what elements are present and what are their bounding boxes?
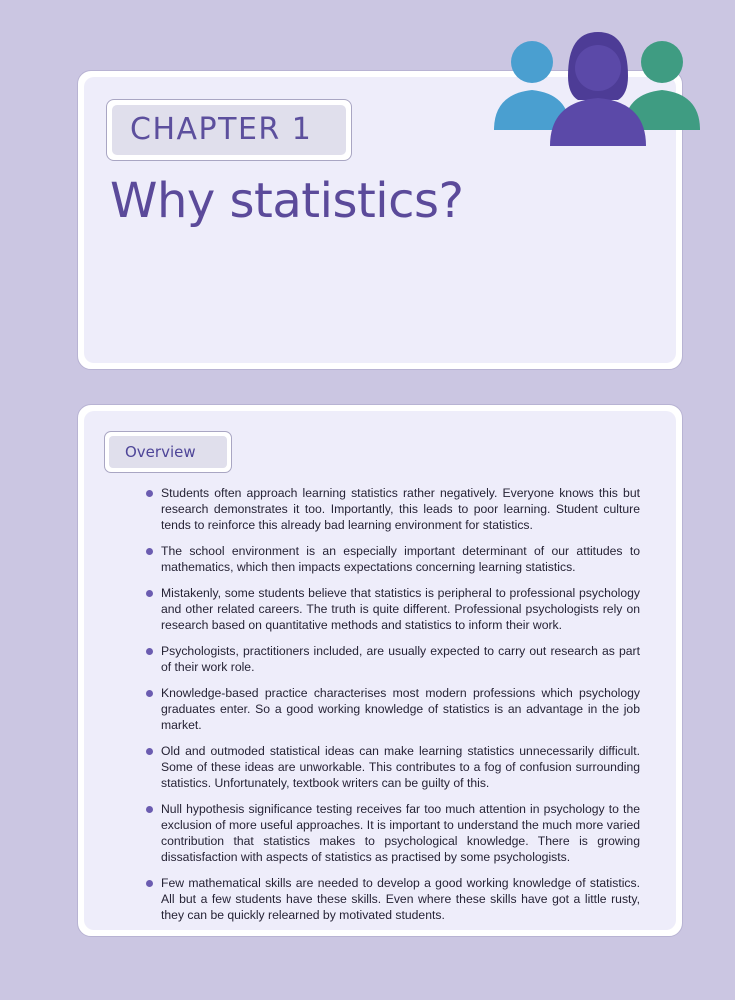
list-item-text: Few mathematical skills are needed to develop a good working knowledge of statistics. All but a few students have these skills. Even where these skills have got a little rusty, they can be quickly relearned by motivated students. [161, 876, 640, 922]
overview-label: Overview [109, 436, 227, 468]
bullet-icon [146, 690, 153, 697]
bullet-icon [146, 548, 153, 555]
list-item-text: Students often approach learning statistics rather negatively. Everyone knows this but research demonstrates it too. Importantly, this leads to poor learning. Student culture tends to reinforce this already bad learning environment for statistics. [161, 486, 640, 532]
list-item-text: Old and outmoded statistical ideas can make learning statistics unnecessarily difficult. Some of these ideas are unworkable. This contributes to a fog of confusion surrounding statistics. Unfortunately, textbook writers can be guilty of this. [161, 744, 640, 790]
list-item [146, 801, 640, 865]
list-item [146, 743, 640, 791]
list-item [146, 643, 640, 675]
chapter-title: Why statistics? [110, 173, 464, 229]
chapter-label: CHAPTER 1 [112, 105, 346, 155]
list-item [146, 875, 640, 923]
list-item-text: Mistakenly, some students believe that statistics is peripheral to professional psychology and other related careers. The truth is quite different. Professional psychologists rely on research based on quantitative methods and statistics to inform their work. [161, 586, 640, 632]
bullet-icon [146, 806, 153, 813]
overview-inner [84, 411, 676, 930]
overview-panel [77, 404, 683, 937]
chapter-label-box [106, 99, 352, 161]
bullet-icon [146, 648, 153, 655]
overview-list [146, 485, 640, 933]
people-group-icon [490, 30, 705, 150]
list-item-text: Knowledge-based practice characterises most modern professions which psychology graduates enter. So a good working knowledge of statistics is an advantage in the job market. [161, 686, 640, 732]
list-item [146, 585, 640, 633]
bullet-icon [146, 748, 153, 755]
list-item [146, 685, 640, 733]
list-item-text: Psychologists, practitioners included, are usually expected to carry out research as part of their work role. [161, 644, 640, 674]
bullet-icon [146, 590, 153, 597]
bullet-icon [146, 880, 153, 887]
list-item [146, 485, 640, 533]
list-item-text: Null hypothesis significance testing receives far too much attention in psychology to the exclusion of more useful approaches. It is important to understand the much more varied contribution that statistics makes to psychological knowledge. There is growing dissatisfaction with aspects of statistics as practised by some psychologists. [161, 802, 640, 864]
list-item-text: The school environment is an especially important determinant of our attitudes to mathematics, which then impacts expectations concerning learning statistics. [161, 544, 640, 574]
person-center-icon [550, 32, 646, 146]
list-item [146, 543, 640, 575]
overview-label-box [104, 431, 232, 473]
bullet-icon [146, 490, 153, 497]
